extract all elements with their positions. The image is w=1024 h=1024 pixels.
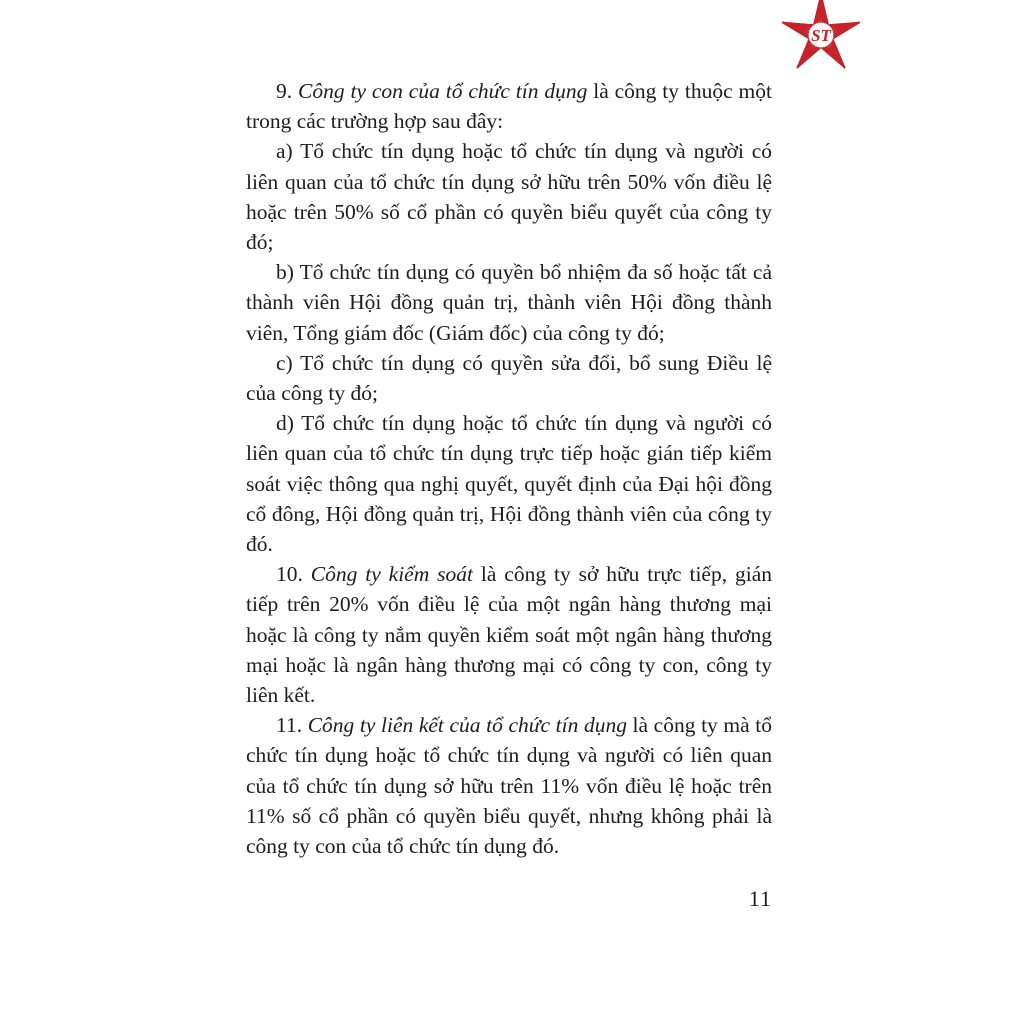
body-text: c) Tổ chức tín dụng có quyền sửa đổi, bổ sung Điều lệ của công ty đó; [246,350,772,406]
defined-term: Công ty con của tổ chức tín dụng [298,79,588,103]
body-text: a) Tổ chức tín dụng hoặc tổ chức tín dụng và người có liên quan của tổ chức tín dụng sở hữu trên 50% vốn điều lệ hoặc trên 50% số cổ phần có quyền biểu quyết của công ty đó; [246,139,772,255]
paragraph-clause-11 [246,710,772,861]
body-text: là công ty mà tổ chức tín dụng hoặc tổ chức tín dụng và người có liên quan của tổ chức tín dụng sở hữu trên 11% vốn điều lệ hoặc trên 11% số cổ phần có quyền biểu quyết, nhưng không phải là công ty con của tổ chức tín dụng đó. [246,713,772,859]
body-text: 9. [276,79,299,103]
body-text: 10. [276,562,311,587]
body-text: b) Tổ chức tín dụng có quyền bổ nhiệm đa số hoặc tất cả thành viên Hội đồng quản trị, thành viên Hội đồng thành viên, Tổng giám đốc (Giám đốc) của công ty đó; [246,260,772,345]
paragraph-clause-9 [246,76,772,136]
publisher-logo [776,0,866,80]
star-burst-icon [778,0,864,80]
paragraph-clause-10 [246,559,772,710]
body-text: d) Tổ chức tín dụng hoặc tổ chức tín dụng và người có liên quan của tổ chức tín dụng trực tiếp hoặc gián tiếp kiểm soát việc thông qua nghị quyết, quyết định của Đại hội đồng cổ đông, Hội đồng quản trị, Hội đồng thành viên của công ty đó. [246,411,772,557]
logo-monogram: ST [811,26,831,45]
paragraph-point-b [246,257,772,348]
paragraph-point-c [246,348,772,408]
body-text: 11. [276,713,308,738]
body-text: là công ty sở hữu trực tiếp, gián tiếp trên 20% vốn điều lệ của một ngân hàng thương mại hoặc là công ty nắm quyền kiểm soát một ngân hàng thương mại hoặc là ngân hàng thương mại có công ty con, công ty liên kết. [246,562,772,708]
body-text: là công ty thuộc một trong các trường hợp sau đây: [246,79,773,134]
paragraph-point-a [246,136,772,257]
defined-term: Công ty liên kết của tổ chức tín dụng [307,713,627,738]
page-number: 11 [748,886,772,911]
text-block [246,76,772,861]
paragraph-point-d [246,408,772,559]
defined-term: Công ty kiểm soát [310,562,473,587]
